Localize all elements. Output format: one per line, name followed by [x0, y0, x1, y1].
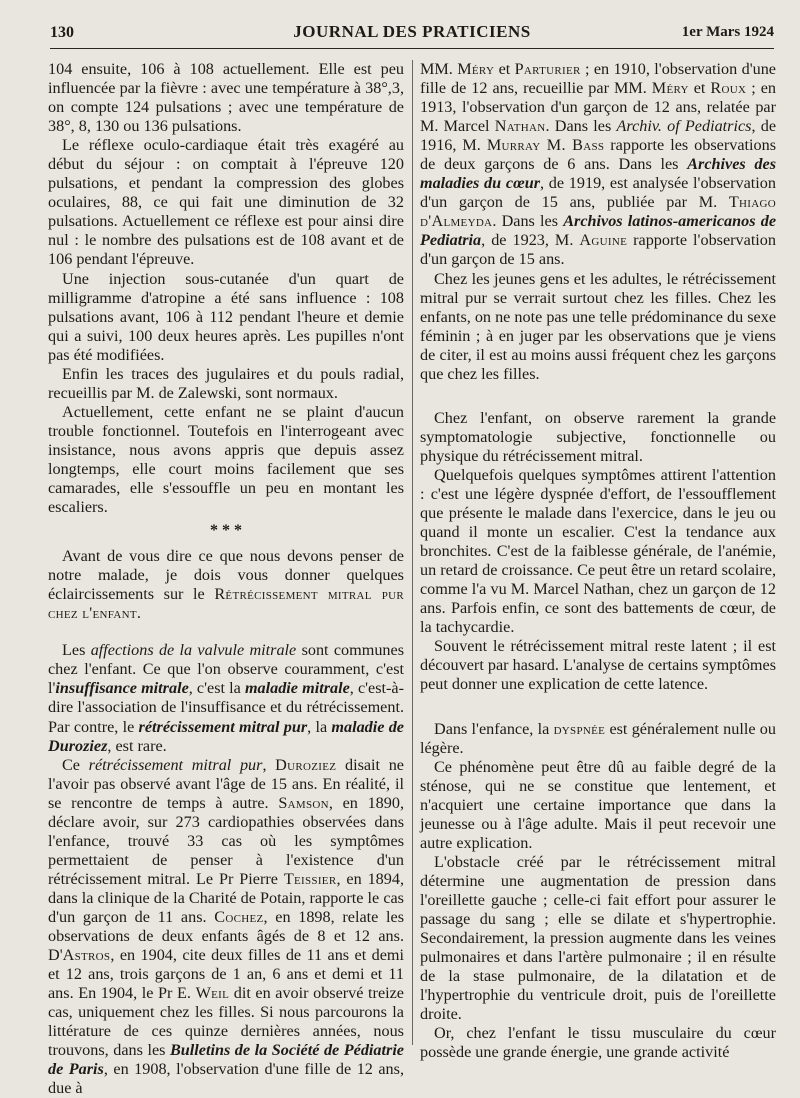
paragraph: Le réflexe oculo-cardiaque était très exagéré au début du séjour : on comptait à l'épreuve 120 pulsations, et pendant la compression des globes oculaires, 88, ce qui fait une diminution de 32 pulsations. Actuellement ce réflexe est pour ainsi dire nul : le nombre des pulsations est de 108 avant et de 106 pendant l'épreuve. — [48, 136, 404, 269]
emphasis: affections de la valvule mitrale — [90, 641, 297, 660]
text-run: . Dans les — [545, 117, 617, 136]
author-name: Teissier — [283, 869, 337, 888]
issue-date: 1er Mars 1924 — [681, 24, 774, 40]
text-run: et — [688, 79, 711, 98]
text-run: , en 1890, déclare avoir, sur 273 cardiopathies observées dans l'enfance, trouvé 33 cas où les symptômes permettaient de penser à l'existence d'un rétrécissement mitral. Le Pr Pierre — [48, 793, 404, 888]
emphasis: rétrécissement mitral pur — [138, 717, 308, 736]
text-run: ; en 1913, l'observation d'un garçon de 12 ans, relatée par M. Marcel — [420, 79, 777, 136]
emphasis: maladie de Duroziez — [48, 717, 404, 755]
author-name: Murray M. Bass — [486, 136, 605, 155]
text-run: Les — [62, 641, 91, 660]
text-run: est généralement nulle ou légère. — [420, 719, 776, 757]
paragraph: Actuellement, cette enfant ne se plaint d'aucun trouble fonctionnel. Toutefois en l'interrogeant avec insistance, nous avons appris que depuis assez longtemps, elle court moins facilement que ses camarades, elle s'essouffle un peu en montant les escaliers. — [48, 402, 404, 517]
publication-title: Archiv. of Pediatrics — [616, 117, 752, 136]
author-name: Duroziez — [275, 755, 337, 774]
author-name: Astros — [62, 946, 111, 965]
page-header — [50, 22, 774, 49]
author-name: Aguine — [579, 231, 628, 250]
spacer — [48, 623, 404, 641]
text-run: rapporte les observations de deux garçons de 6 ans. Dans les — [420, 136, 776, 174]
emphasis: insuffisance mitrale — [55, 679, 189, 698]
paragraph: Quelquefois quelques symptômes attirent l'attention : c'est une légère dyspnée d'effort, de l'essoufflement que présente le malade dans l'exercice, dans le jeu ou quand il monte un escalier. C'est la tendance aux bronchites. C'est de la faiblesse générale, de l'anémie, un retard de croissance. Ce peut être un retard scolaire, comme l'a vu M. Marcel Nathan, chez un garçon de 12 ans. Parfois enfin, ce sont des battements de cœur, de la tachycardie. — [420, 465, 776, 637]
text-run: , en 1898, relate les observations de deux enfants âgés de 8 et 12 ans. D' — [48, 907, 404, 965]
emphasis: rétrécissement mitral pur — [88, 755, 263, 774]
author-name: Nathan — [494, 117, 546, 136]
text-run: disait ne l'avoir pas observé avant l'âge de 15 ans. En réalité, il se rencontre de temps à autre. — [48, 755, 404, 812]
spacer — [420, 695, 776, 720]
text-run: Dans l'enfance, la — [434, 719, 554, 738]
text-run: , en 1904, cite deux filles de 11 ans et demi et 12 ans, trois garçons de 1 an, 6 ans et demi et 11 ans. En 1904, le Pr E. — [48, 946, 404, 1003]
text-run: , c'est-à-dire l'association de l'insuffisance et du rétrécissement. Par contre, le — [48, 679, 404, 736]
text-run: ; en 1910, l'observation d'une fille de 12 ans, recueillie par MM. — [420, 60, 776, 98]
publication-title: Archivos latinos-americanos de Pediatria — [420, 212, 776, 250]
paragraph: Or, chez l'enfant le tissu musculaire du cœur possède une grande énergie, une grande activité — [420, 1024, 776, 1062]
paragraph — [48, 547, 404, 623]
text-run: dit en avoir observé treize cas, uniquement chez les filles. Si nous parcourons la littérature de ces quinze dernières années, nous trouvons, dans les — [48, 984, 404, 1060]
paragraph: Chez l'enfant, on observe rarement la grande symptomatologie subjective, fonctionnelle ou physique du rétrécissement mitral. — [420, 408, 776, 465]
text-run: rapporte l'observation d'un garçon de 15 ans. — [420, 231, 776, 269]
text-run: , — [262, 755, 276, 774]
paragraph — [48, 756, 404, 1098]
section-separator-stars: * * * — [210, 522, 242, 540]
paragraph: Souvent le rétrécissement mitral reste latent ; il est découvert par hasard. L'analyse de certains symptômes peut donner une explication de cette latence. — [420, 637, 776, 694]
right-column — [420, 60, 776, 1062]
section-heading-inline: dyspnée — [553, 719, 606, 738]
page-number: 130 — [50, 24, 74, 41]
journal-title: JOURNAL DES PRATICIENS — [293, 22, 531, 41]
author-name: Samson — [278, 793, 329, 812]
paragraph: Enfin les traces des jugulaires et du pouls radial, recueillis par M. de Zalewski, sont normaux. — [48, 364, 404, 402]
text-run: , en 1894, dans la clinique de la Charité de Potain, rapporte le cas d'un garçon de 11 ans. — [48, 869, 405, 926]
publication-title: Bulletins de la Société de Pédiatrie de Paris — [48, 1041, 404, 1079]
author-name: Méry — [457, 60, 495, 78]
text-run: Ce — [62, 755, 89, 774]
text-run: , de 1916, M. — [420, 117, 777, 155]
author-name: Roux — [710, 79, 747, 98]
paragraph: Chez les jeunes gens et les adultes, le rétrécissement mitral pur se verrait surtout chez les filles. Chez les enfants, on ne note pas une telle prédominance du sexe féminin ; à en juger par les observations que je viens de citer, il est au moins aussi fréquent chez les garçons que chez les filles. — [420, 269, 776, 383]
text-run: sont communes chez l'enfant. Ce que l'on observe couramment, c'est l' — [48, 641, 404, 698]
spacer — [420, 384, 776, 409]
paragraph: Ce phénomène peut être dû au faible degré de la sténose, qui ne se constitue que lentement, et n'acquiert une certaine importance que dans la jeunesse ou à l'âge adulte. Mais il peut recevoir une autre explication. — [420, 757, 776, 852]
paragraph — [420, 720, 776, 758]
text-run: , de 1919, est analysée l'observation d'un garçon de 15 ans, publiée par M. — [420, 174, 776, 212]
author-name: Thiago d'Almeyda — [420, 193, 776, 231]
emphasis: maladie mitrale — [244, 679, 350, 698]
text-run: . Dans les — [492, 212, 564, 231]
section-heading-inline: Rétrécissement mitral pur chez l'enfant. — [48, 585, 404, 623]
left-column — [48, 60, 404, 1098]
paragraph: 104 ensuite, 106 à 108 actuellement. Elle est peu influencée par la fièvre : avec une température à 38°,3, on compte 124 pulsations ; avec une température de 38°, 8, 130 ou 136 pulsations. — [48, 60, 404, 136]
paragraph — [48, 641, 404, 755]
text-run: Avant de vous dire ce que nous devons penser de notre malade, je dois vous donner quelques éclaircissements sur le — [48, 547, 404, 604]
text-run: , la — [307, 717, 332, 736]
paragraph: L'obstacle créé par le rétrécissement mitral détermine une augmentation de pression dans l'oreillette gauche ; celle-ci fait effort pour assurer le passage du sang ; elle se dilate et s'hypertrophie. Secondairement, la pression augmente dans les veines pulmonaires et dans l'artère pulmonaire ; il en résulte de la stase pulmonaire, de la dilatation et de l'hypertrophie du ventricule droit, puis de l'oreillette droite. — [420, 852, 776, 1024]
author-name: Cochez — [214, 907, 264, 926]
paragraph — [420, 60, 776, 270]
text-run: , en 1908, l'observation d'une fille de 12 ans, due à — [48, 1060, 405, 1098]
text-run: MM. — [420, 60, 458, 78]
column-divider — [412, 60, 413, 1045]
text-run: , c'est la — [188, 679, 245, 698]
text-run: , de 1923, M. — [481, 231, 580, 250]
publication-title: Archives des maladies du cœur — [420, 155, 776, 193]
author-name: Parturier — [514, 60, 581, 78]
text-run: , est rare. — [107, 736, 167, 755]
paragraph: Une injection sous-cutanée d'un quart de milligramme d'atropine a été sans influence : 108 pulsations avant, 106 à 112 pendant l'heure et demie qui a suivi, 100 deux heures après. Les pupilles n'ont pas été modifiées. — [48, 269, 404, 364]
text-run: et — [494, 60, 515, 78]
author-name: Méry — [651, 79, 689, 98]
author-name: Weil — [195, 984, 230, 1003]
